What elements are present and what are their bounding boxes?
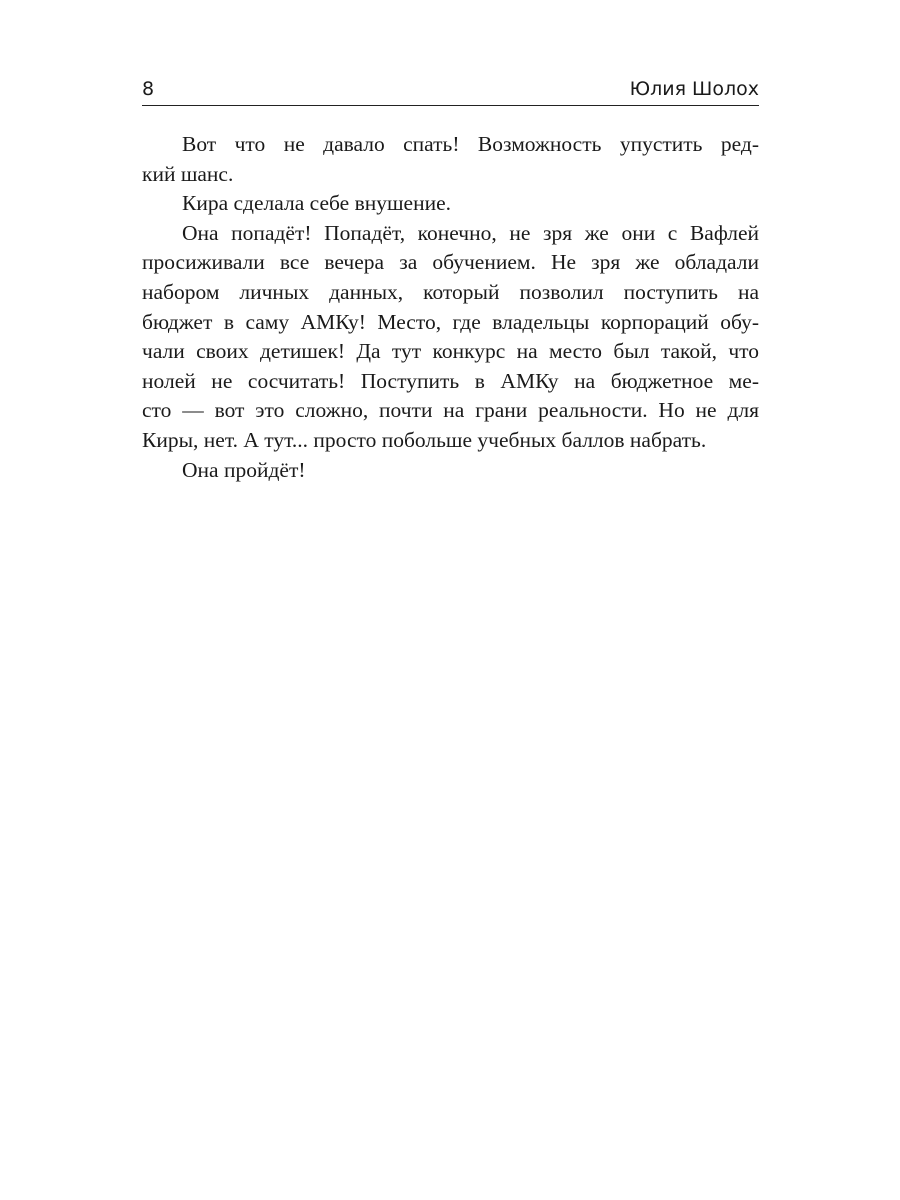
text-line: Вот что не давало спать! Возможность упустить ред- bbox=[182, 132, 759, 156]
paragraph bbox=[142, 130, 759, 189]
page-number: 8 bbox=[142, 78, 155, 100]
running-head-author: Юлия Шолох bbox=[629, 78, 759, 100]
text-line: сто — вот это сложно, почти на грани реальности. Но не для bbox=[142, 398, 759, 423]
running-head bbox=[142, 76, 759, 104]
text-line: Она попадёт! Попадёт, конечно, не зря же они с Вафлей bbox=[182, 220, 759, 245]
header-rule bbox=[142, 105, 759, 106]
text-line: нолей не сосчитать! Поступить в АМКу на бюджетное ме- bbox=[142, 368, 759, 393]
paragraph bbox=[142, 219, 759, 456]
text-line: чали своих детишек! Да тут конкурс на место был такой, что bbox=[142, 339, 759, 364]
text-line: набором личных данных, который позволил поступить на bbox=[142, 279, 759, 304]
paragraph bbox=[142, 189, 759, 219]
body-text bbox=[142, 130, 759, 485]
text-line: Кира сделала себе внушение. bbox=[182, 191, 452, 216]
text-line: Она пройдёт! bbox=[182, 457, 306, 482]
text-line: просиживали все вечера за обучением. Не зря же обладали bbox=[142, 250, 759, 275]
text-line: кий шанс. bbox=[142, 161, 234, 186]
text-line: Киры, нет. А тут... просто побольше учебных баллов набрать. bbox=[142, 427, 707, 452]
text-line: бюджет в саму АМКу! Место, где владельцы корпораций обу- bbox=[142, 309, 759, 334]
paragraph bbox=[142, 456, 759, 486]
